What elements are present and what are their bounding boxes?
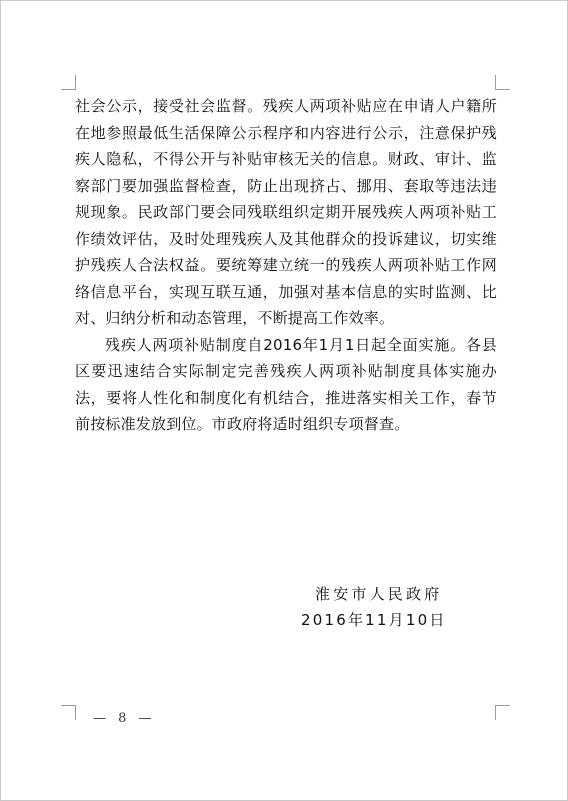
document-body	[75, 93, 497, 438]
page-number: — 8 —	[93, 711, 156, 726]
crop-mark-top-right	[495, 75, 510, 90]
paragraph-implementation: 残疾人两项补贴制度自2016年1月1日起全面实施。各县区要迅速结合实际制定完善残疾人两项补贴制度具体实施办法，要将人性化和制度化有机结合，推进落实相关工作，春节前按标准发放到位。市政府将适时组织专项督查。	[75, 335, 497, 433]
paragraph-continuation: 社会公示，接受社会监督。残疾人两项补贴应在申请人户籍所在地参照最低生活保障公示程序和内容进行公示，注意保护残疾人隐私，不得公开与补贴审核无关的信息。财政、审计、监察部门要加强监督检查，防止出现挤占、挪用、套取等违法违规现象。民政部门要会同残联组织定期开展残疾人两项补贴工作绩效评估，及时处理残疾人及其他群众的投诉建议，切实维护残疾人合法权益。要统筹建立统一的残疾人两项补贴工作网络信息平台，实现互联互通，加强对基本信息的实时监测、比对、归纳分析和动态管理，不断提高工作效率。	[75, 97, 497, 327]
issuing-organization: 淮安市人民政府	[315, 585, 443, 603]
signature-block	[301, 581, 501, 633]
crop-mark-top-left	[61, 75, 76, 90]
crop-mark-bottom-right	[495, 705, 510, 720]
crop-mark-bottom-left	[61, 705, 76, 720]
issue-date: 2016年11月10日	[301, 611, 447, 629]
